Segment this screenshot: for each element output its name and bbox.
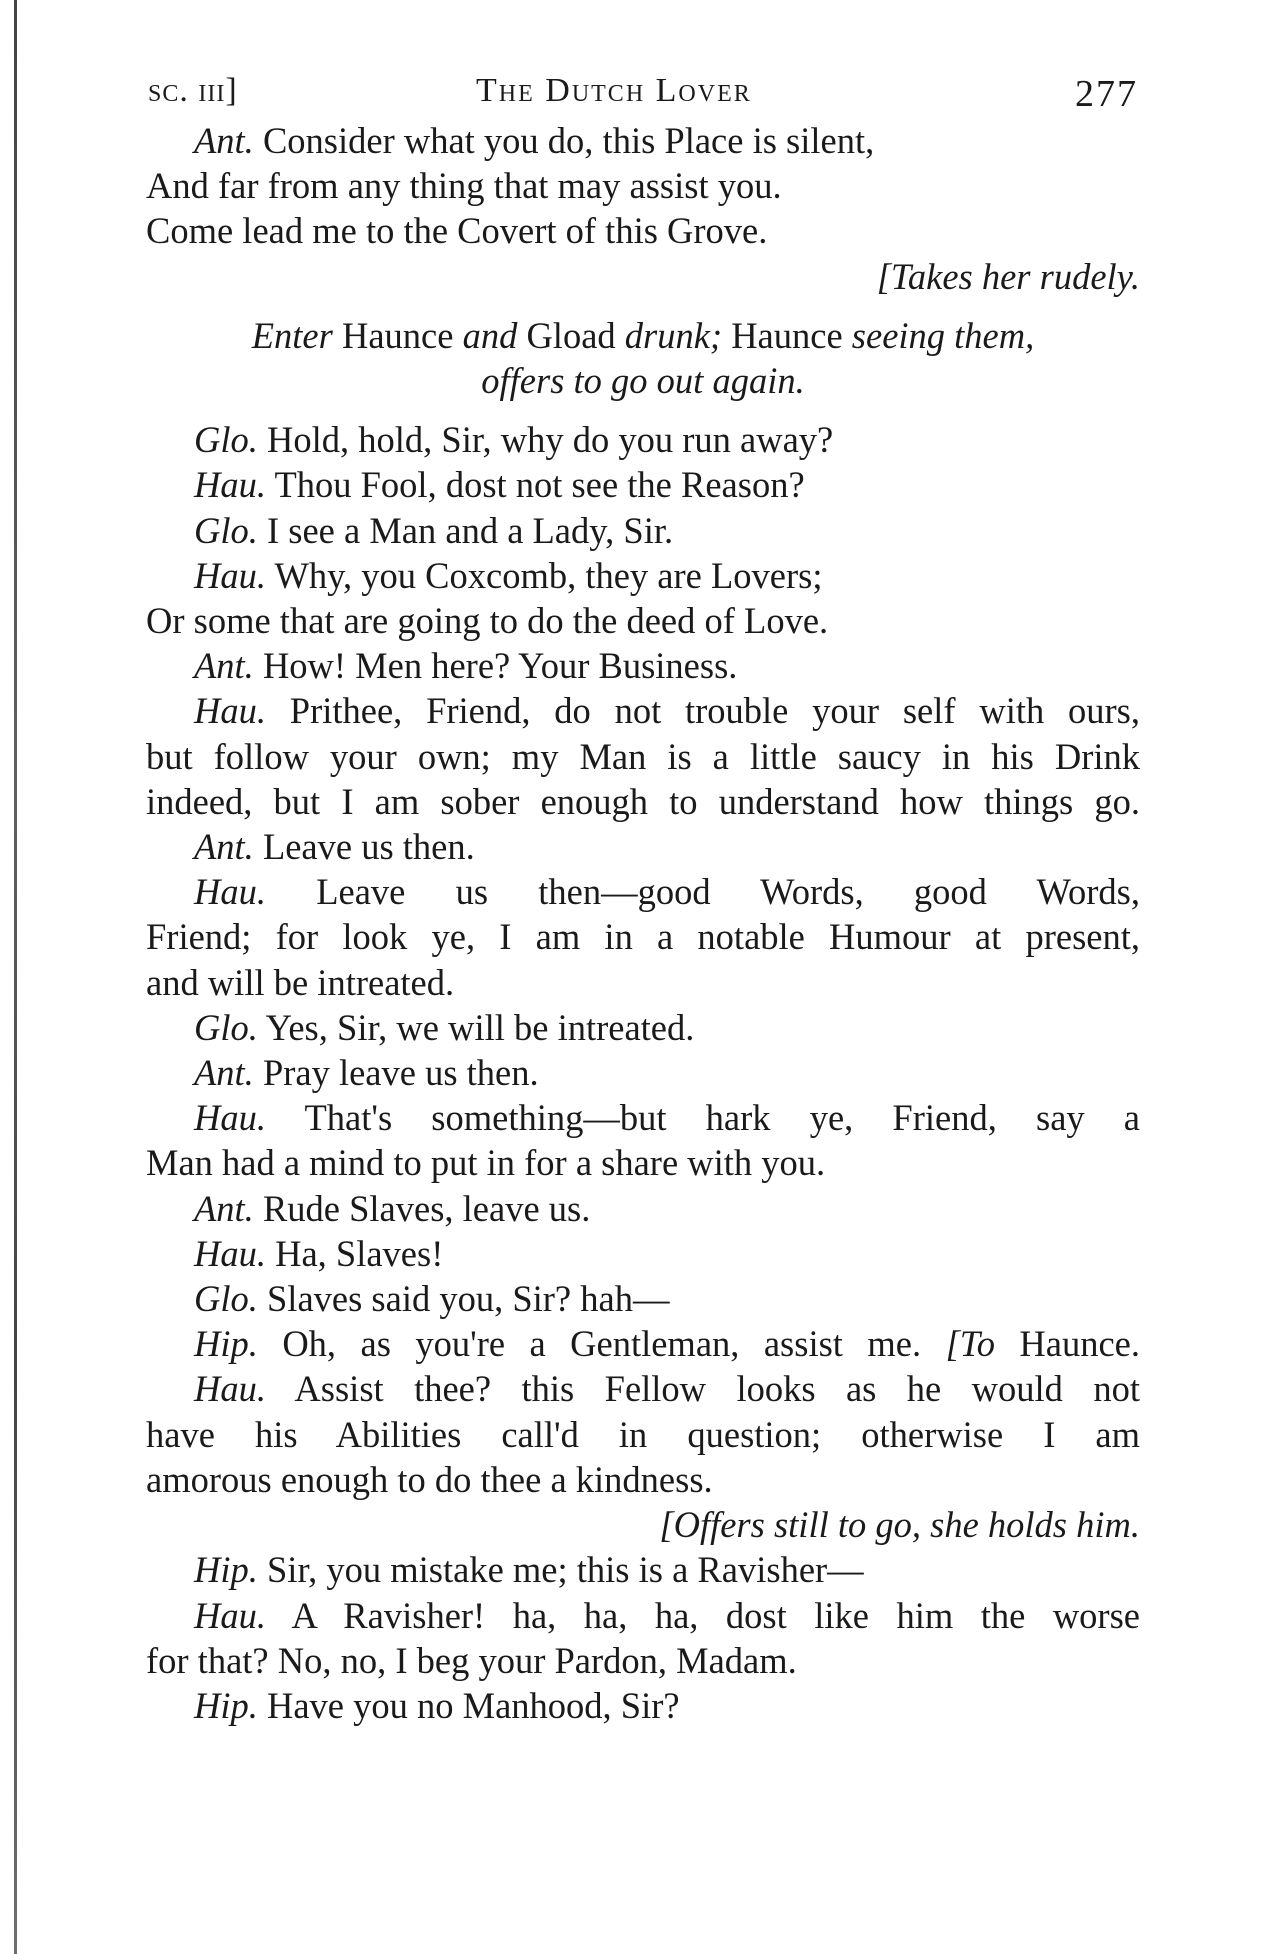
line-text: Thou Fool, dost not see the Reason? xyxy=(274,464,805,506)
running-head xyxy=(146,58,1140,118)
line-text: Friend; for look ye, I am in a notable Humour at present, xyxy=(146,916,1140,958)
line-text: Come lead me to the Covert of this Grove. xyxy=(146,210,768,252)
line-text: Yes, Sir, we will be intreated. xyxy=(265,1006,695,1048)
speaker-name: Glo. xyxy=(194,419,258,461)
dialogue-line xyxy=(146,118,1140,163)
speaker-name: Hip. xyxy=(194,1684,258,1726)
speaker-name: Glo. xyxy=(194,509,258,551)
speaker-name: Hau. xyxy=(194,1368,266,1410)
speaker-name: Ant. xyxy=(194,645,254,687)
dialogue-line xyxy=(146,553,1140,598)
line-text: How! Men here? Your Business. xyxy=(262,645,738,687)
dialogue-line xyxy=(146,779,1140,824)
dialogue-line xyxy=(146,1140,1140,1185)
dialogue-line xyxy=(146,1186,1140,1231)
speaker-name: Hau. xyxy=(194,871,266,913)
dialogue-line xyxy=(146,1005,1140,1050)
dialogue-line xyxy=(146,1547,1140,1592)
line-text: Man had a mind to put in for a share with you. xyxy=(146,1142,826,1184)
dialogue-line xyxy=(146,417,1140,462)
line-text: Hold, hold, Sir, why do you run away? xyxy=(267,419,834,461)
line-text: have his Abilities call'd in question; otherwise I am xyxy=(146,1413,1140,1455)
dialogue-line xyxy=(146,1638,1140,1683)
character-name: Haunce xyxy=(341,314,454,356)
spacer xyxy=(146,299,1140,313)
line-text: Slaves said you, Sir? hah— xyxy=(267,1278,670,1320)
stage-direction-text: offers to go out again. xyxy=(481,360,805,402)
dialogue-line xyxy=(146,508,1140,553)
sd-word: drunk; xyxy=(624,314,723,356)
speaker-name: Ant. xyxy=(194,120,254,161)
dialogue-line xyxy=(146,1050,1140,1095)
dialogue-line xyxy=(146,1457,1140,1502)
page-number: 277 xyxy=(1075,73,1138,115)
speaker-name: Ant. xyxy=(194,1052,254,1094)
line-text: Or some that are going to do the deed of Love. xyxy=(146,600,829,642)
dialogue-line xyxy=(146,1095,1140,1140)
line-text: Ha, Slaves! xyxy=(275,1232,444,1274)
play-text xyxy=(146,118,1140,1728)
line-text: That's something—but hark ye, Friend, say a xyxy=(304,1097,1141,1139)
line-text: and will be intreated. xyxy=(146,961,455,1003)
line-text: amorous enough to do thee a kindness. xyxy=(146,1458,713,1500)
dialogue-line xyxy=(146,1412,1140,1457)
line-text: A Ravisher! ha, ha, ha, dost like him the worse xyxy=(291,1594,1140,1636)
line-text: Pray leave us then. xyxy=(262,1052,539,1094)
dialogue-line xyxy=(146,869,1140,914)
book-spine-edge xyxy=(14,0,17,1954)
book-page xyxy=(146,58,1140,1728)
speaker-name: Ant. xyxy=(194,1187,254,1229)
dialogue-line xyxy=(146,734,1140,779)
line-text: but follow your own; my Man is a little saucy in his Drink xyxy=(146,735,1140,777)
scene-reference: sc. iii] xyxy=(148,72,238,109)
speaker-name: Hau. xyxy=(194,554,266,596)
line-text: Assist thee? this Fellow looks as he would not xyxy=(294,1368,1140,1410)
dialogue-line xyxy=(146,1366,1140,1411)
line-text: Oh, as you're a Gentleman, assist me. xyxy=(282,1323,922,1365)
dialogue-line xyxy=(146,643,1140,688)
dialogue-line xyxy=(146,824,1140,869)
speaker-name: Hau. xyxy=(194,1097,266,1139)
dialogue-line xyxy=(146,960,1140,1005)
line-text: And far from any thing that may assist you. xyxy=(146,165,782,207)
speaker-name: Hau. xyxy=(194,1232,266,1274)
stage-direction xyxy=(146,1502,1140,1547)
stage-direction-entrance xyxy=(146,358,1140,403)
stage-direction-text: [Offers still to go, she holds him. xyxy=(659,1504,1140,1546)
sd-word: and xyxy=(462,314,518,356)
speaker-name: Glo. xyxy=(194,1278,258,1320)
dialogue-line xyxy=(146,1231,1140,1276)
speaker-name: Hip. xyxy=(194,1549,258,1591)
stage-direction-text: [To xyxy=(945,1323,995,1365)
stage-direction xyxy=(146,254,1140,299)
character-name: Haunce. xyxy=(1019,1323,1141,1365)
character-name: Gload xyxy=(526,314,616,356)
line-text: Sir, you mistake me; this is a Ravisher— xyxy=(267,1549,864,1591)
dialogue-line xyxy=(146,688,1140,733)
line-text: I see a Man and a Lady, Sir. xyxy=(267,509,674,551)
speaker-name: Hip. xyxy=(194,1323,258,1365)
dialogue-line xyxy=(146,208,1140,253)
speaker-name: Hau. xyxy=(194,690,266,732)
speaker-name: Glo. xyxy=(194,1006,258,1048)
line-text: Leave us then. xyxy=(262,826,475,868)
line-text: Why, you Coxcomb, they are Lovers; xyxy=(274,554,823,596)
line-text: Have you no Manhood, Sir? xyxy=(267,1684,680,1726)
character-name: Haunce xyxy=(731,314,843,356)
dialogue-line xyxy=(146,163,1140,208)
speaker-name: Hau. xyxy=(194,1594,266,1636)
dialogue-line xyxy=(146,914,1140,959)
line-text: Rude Slaves, leave us. xyxy=(262,1187,591,1229)
book-title: The Dutch Lover xyxy=(476,72,752,109)
spacer xyxy=(146,403,1140,417)
dialogue-line xyxy=(146,1276,1140,1321)
stage-direction-text: [Takes her rudely. xyxy=(876,255,1140,297)
sd-word: Enter xyxy=(251,314,333,356)
dialogue-line xyxy=(146,1683,1140,1728)
line-text: Prithee, Friend, do not trouble your self with ours, xyxy=(289,690,1140,732)
speaker-name: Hau. xyxy=(194,464,266,506)
line-text: Leave us then—good Words, good Words, xyxy=(316,871,1140,913)
line-text: Consider what you do, this Place is silent, xyxy=(262,120,875,161)
dialogue-line xyxy=(146,598,1140,643)
sd-word: seeing them, xyxy=(851,314,1035,356)
dialogue-line xyxy=(146,1321,1140,1366)
speaker-name: Ant. xyxy=(194,826,254,868)
dialogue-line xyxy=(146,462,1140,507)
line-text: for that? No, no, I beg your Pardon, Madam. xyxy=(146,1639,797,1681)
stage-direction-entrance xyxy=(146,313,1140,358)
dialogue-line xyxy=(146,1593,1140,1638)
line-text: indeed, but I am sober enough to understand how things go. xyxy=(146,780,1140,822)
